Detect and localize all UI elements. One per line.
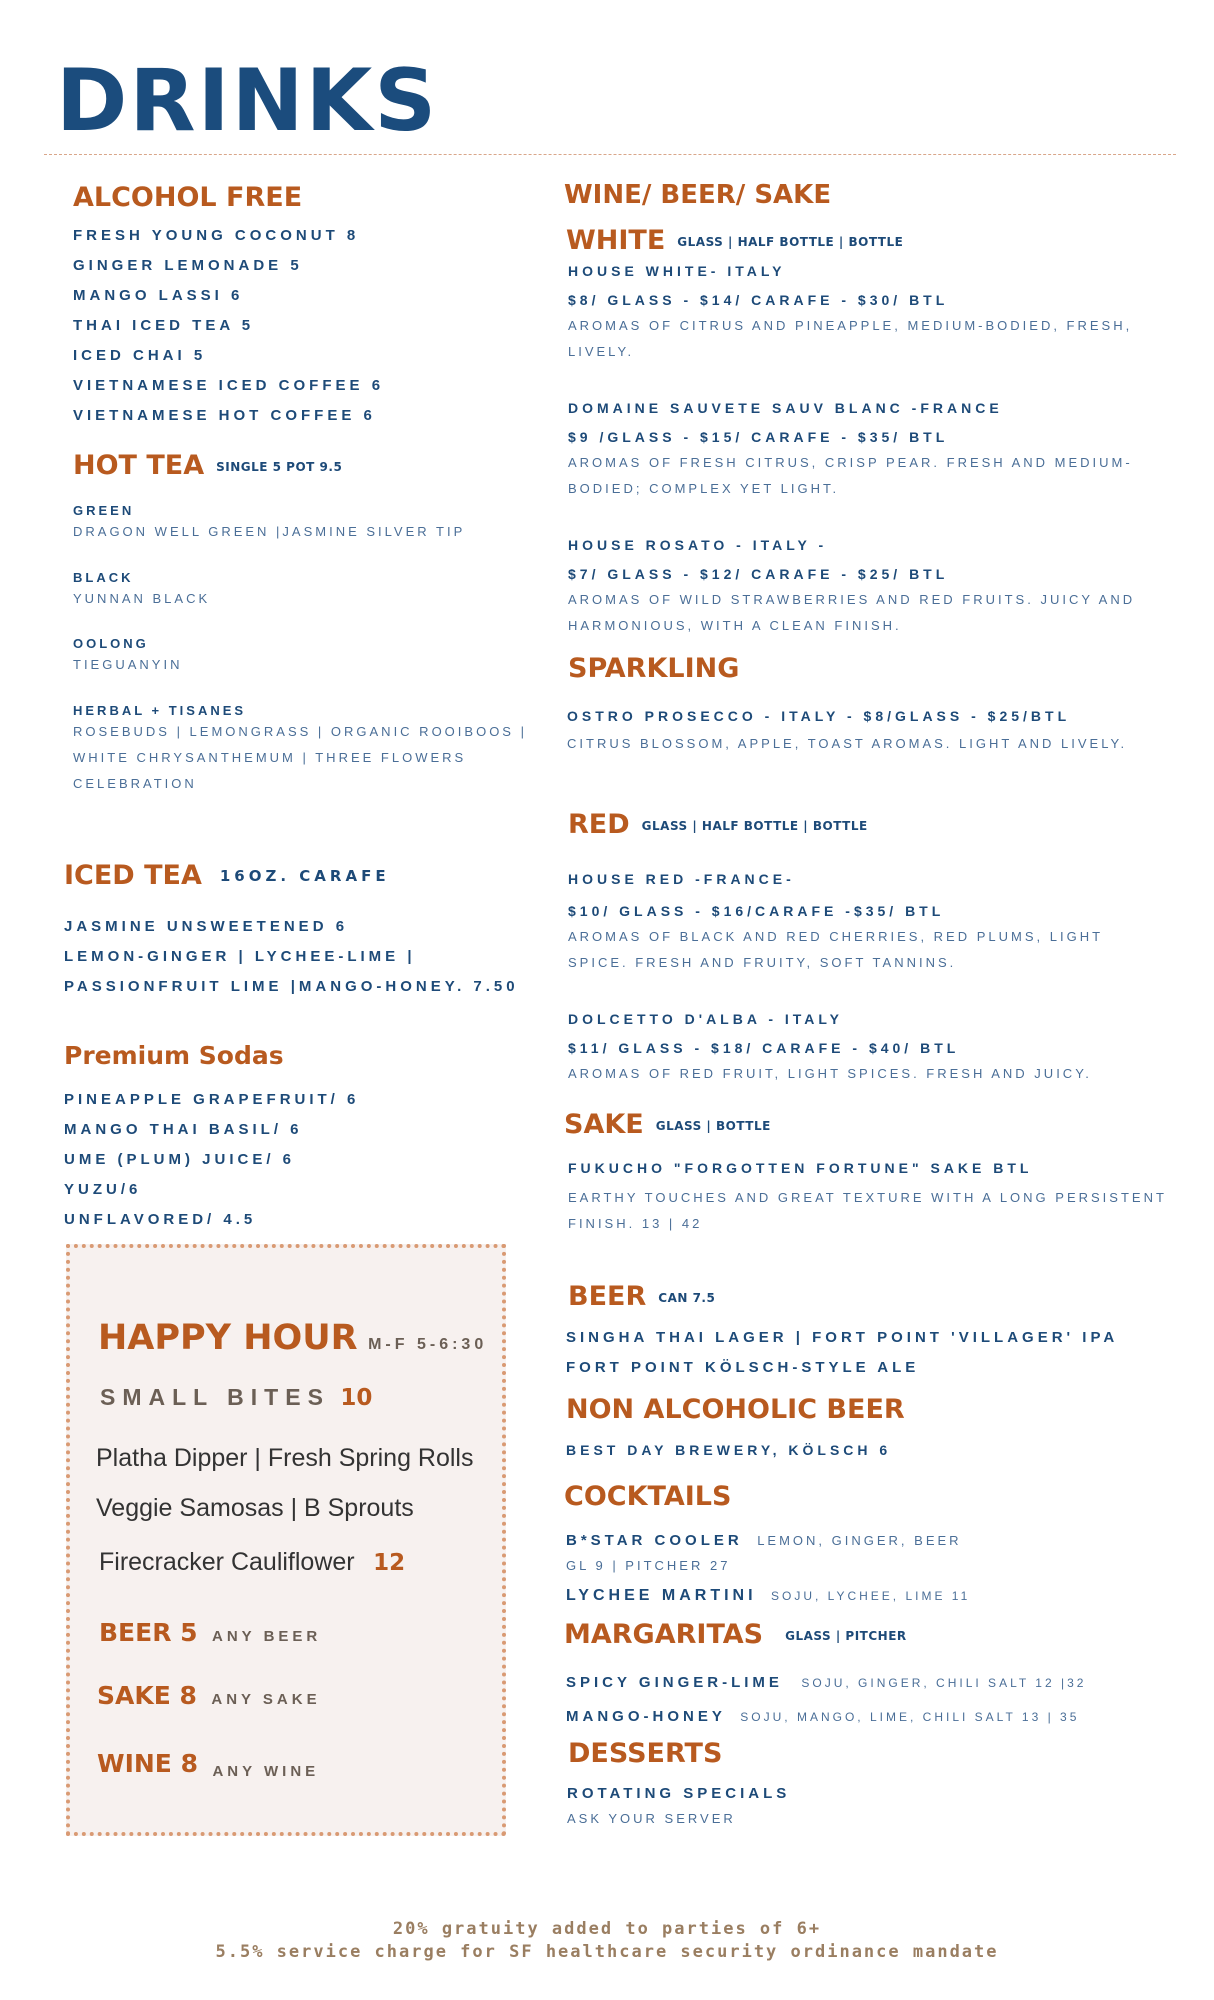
margarita-name: SPICY GINGER-LIME [566, 1674, 783, 1691]
red-heading [568, 811, 868, 838]
alcohol-free-heading: ALCOHOL FREE [73, 182, 303, 213]
beer-sub: CAN 7.5 [658, 1290, 716, 1305]
red-list [568, 872, 1168, 1087]
hot-tea-title: HOT TEA [73, 450, 205, 481]
cocktail-name: LYCHEE MARTINI [566, 1587, 757, 1604]
margarita-name: MANGO-HONEY [566, 1708, 726, 1725]
footer-gratuity: 20% gratuity added to parties of 6+ [392, 1919, 822, 1939]
list-item: ROTATING SPECIALS [567, 1785, 791, 1802]
wine-beer-sake-heading: WINE/ BEER/ SAKE [564, 180, 832, 210]
margaritas-title: MARGARITAS [564, 1619, 764, 1650]
wine-desc: AROMAS OF BLACK AND RED CHERRIES, RED PLUMS, LIGHT SPICE. FRESH AND FRUITY, SOFT TANNINS. [568, 929, 1103, 970]
hh-sake-any: ANY SAKE [211, 1691, 321, 1708]
title-divider [44, 154, 1176, 155]
tea-group-label: BLACK [73, 570, 134, 585]
premium-sodas-heading: Premium Sodas [64, 1041, 284, 1070]
tea-group-label: OOLONG [73, 636, 149, 651]
list-item: UNFLAVORED/ 4.5 [64, 1211, 257, 1228]
happy-hour-title: HAPPY HOUR [98, 1318, 358, 1358]
wine-desc: AROMAS OF FRESH CITRUS, CRISP PEAR. FRESH AND MEDIUM-BODIED; COMPLEX YET LIGHT. [568, 455, 1133, 496]
wine-price: $7/ GLASS - $12/ CARAFE - $25/ BTL [568, 566, 949, 582]
iced-tea-title: ICED TEA [64, 860, 202, 891]
hh-wine-any: ANY WINE [212, 1763, 320, 1780]
beer-list [566, 1330, 1118, 1390]
sparkling-heading: SPARKLING [568, 653, 740, 684]
sake-item [568, 1161, 1168, 1237]
list-item: GINGER LEMONADE 5 [73, 257, 303, 274]
white-list [568, 264, 1168, 639]
margarita-desc: SOJU, MANGO, LIME, CHILI SALT 13 | 35 [740, 1710, 1080, 1724]
list-item: UME (PLUM) JUICE/ 6 [64, 1151, 296, 1168]
margarita-desc: SOJU, GINGER, CHILI SALT 12 |32 [801, 1676, 1087, 1690]
wine-name: HOUSE RED -FRANCE- [568, 871, 795, 887]
happy-hour-sake [97, 1681, 321, 1710]
beer-heading [568, 1283, 715, 1310]
list-item: VIETNAMESE ICED COFFEE 6 [73, 377, 385, 394]
hot-tea-groups [73, 504, 573, 797]
margarita-item [566, 1704, 1079, 1730]
sake-title: SAKE [564, 1109, 644, 1140]
list-item: YUZU/6 [64, 1181, 142, 1198]
sparkling-item [567, 709, 1167, 757]
cocktail-item [566, 1528, 962, 1554]
hh-beer-any: ANY BEER [212, 1628, 322, 1645]
happy-hour-bites-line: Platha Dipper | Fresh Spring Rolls [96, 1444, 474, 1472]
wine-desc: AROMAS OF WILD STRAWBERRIES AND RED FRUITS. JUICY AND HARMONIOUS, WITH A CLEAN FINISH. [568, 592, 1136, 633]
iced-tea-sub: 16OZ. CARAFE [219, 867, 390, 885]
cocktail-price: GL 9 | PITCHER 27 [566, 1558, 731, 1573]
wine-name: HOUSE WHITE- ITALY [568, 263, 786, 279]
list-item: FORT POINT KÖLSCH-STYLE ALE [566, 1359, 920, 1376]
margaritas-heading [564, 1621, 907, 1648]
iced-tea-heading [64, 862, 390, 889]
wine-desc: EARTHY TOUCHES AND GREAT TEXTURE WITH A LONG PERSISTENT FINISH. 13 | 42 [568, 1190, 1167, 1231]
red-sub: GLASS | HALF BOTTLE | BOTTLE [641, 818, 868, 833]
cocktail-desc: SOJU, LYCHEE, LIME 11 [770, 1589, 971, 1603]
wine-desc: AROMAS OF RED FRUIT, LIGHT SPICES. FRESH AND JUICY. [568, 1066, 1092, 1081]
margaritas-sub: GLASS | PITCHER [785, 1628, 907, 1643]
page-title: DRINKS [56, 51, 439, 151]
cocktail-name: B*STAR COOLER [566, 1532, 743, 1549]
list-item: BEST DAY BREWERY, KÖLSCH 6 [566, 1442, 892, 1458]
small-bites-price: 10 [340, 1385, 373, 1411]
happy-hour-beer [99, 1618, 321, 1647]
list-item: PASSIONFRUIT LIME |MANGO-HONEY. 7.50 [64, 978, 519, 995]
happy-hour-cauliflower [99, 1548, 405, 1577]
list-item: MANGO THAI BASIL/ 6 [64, 1121, 303, 1138]
wine-name: DOMAINE SAUVETE SAUV BLANC -FRANCE [568, 400, 1003, 416]
tea-group-desc: DRAGON WELL GREEN |JASMINE SILVER TIP [73, 524, 466, 539]
list-item: FRESH YOUNG COCONUT 8 [73, 227, 360, 244]
wine-price: $9 /GLASS - $15/ CARAFE - $35/ BTL [568, 429, 949, 445]
hot-tea-heading [73, 452, 342, 479]
tea-group-desc: ROSEBUDS | LEMONGRASS | ORGANIC ROOIBOOS | WHITE CHRYSANTHEMUM | THREE FLOWERS CELEBRATION [73, 724, 527, 791]
white-sub: GLASS | HALF BOTTLE | BOTTLE [677, 234, 904, 249]
cauliflower-price: 12 [373, 1550, 406, 1576]
list-item: SINGHA THAI LAGER | FORT POINT 'VILLAGER' IPA [566, 1329, 1119, 1346]
desserts-heading: DESSERTS [568, 1738, 723, 1769]
tea-group-label: HERBAL + TISANES [73, 703, 247, 718]
alcohol-free-list [73, 228, 384, 438]
hh-beer-label: BEER 5 [99, 1618, 198, 1647]
list-item: THAI ICED TEA 5 [73, 317, 255, 334]
margarita-item [566, 1670, 1086, 1696]
beer-title: BEER [568, 1281, 647, 1312]
tea-group-desc: YUNNAN BLACK [73, 591, 211, 606]
cocktail-item [566, 1583, 970, 1609]
premium-sodas-list [64, 1092, 359, 1242]
list-item: ICED CHAI 5 [73, 347, 207, 364]
sake-heading [564, 1111, 771, 1138]
tea-group-label: GREEN [73, 503, 135, 518]
white-heading [566, 227, 903, 254]
wine-price: $11/ GLASS - $18/ CARAFE - $40/ BTL [568, 1040, 960, 1056]
list-item: PINEAPPLE GRAPEFRUIT/ 6 [64, 1091, 360, 1108]
small-bites-heading [100, 1384, 372, 1411]
red-title: RED [568, 809, 630, 840]
hot-tea-sub: SINGLE 5 POT 9.5 [216, 459, 343, 474]
cocktail-desc: LEMON, GINGER, BEER [757, 1533, 962, 1548]
sake-sub: GLASS | BOTTLE [655, 1118, 771, 1133]
list-item: JASMINE UNSWEETENED 6 [64, 918, 349, 935]
iced-tea-list [64, 919, 519, 1009]
white-title: WHITE [566, 225, 666, 256]
wine-name: OSTRO PROSECCO - ITALY - $8/GLASS - $25/BTL [567, 708, 1071, 724]
wine-name: DOLCETTO D'ALBA - ITALY [568, 1011, 843, 1027]
happy-hour-wine [97, 1749, 319, 1778]
small-bites-label: SMALL BITES [100, 1384, 330, 1410]
list-item: LEMON-GINGER | LYCHEE-LIME | [64, 948, 416, 965]
cocktails-heading: COCKTAILS [564, 1481, 732, 1512]
non-alcoholic-beer-heading: NON ALCOHOLIC BEER [566, 1394, 905, 1425]
wine-name: FUKUCHO "FORGOTTEN FORTUNE" SAKE BTL [568, 1160, 1033, 1176]
wine-price: $8/ GLASS - $14/ CARAFE - $30/ BTL [568, 292, 949, 308]
footer-service-charge: 5.5% service charge for SF healthcare security ordinance mandate [215, 1942, 999, 1962]
happy-hour-heading [98, 1318, 487, 1358]
wine-price: $10/ GLASS - $16/CARAFE -$35/ BTL [568, 903, 945, 919]
happy-hour-hours: M-F 5-6:30 [368, 1336, 488, 1353]
hh-sake-label: SAKE 8 [97, 1681, 197, 1710]
happy-hour-bites-line: Veggie Samosas | B Sprouts [96, 1494, 414, 1522]
wine-name: HOUSE ROSATO - ITALY - [568, 537, 828, 553]
list-item: VIETNAMESE HOT COFFEE 6 [73, 407, 376, 424]
desserts-desc: ASK YOUR SERVER [567, 1811, 736, 1826]
list-item: MANGO LASSI 6 [73, 287, 244, 304]
wine-desc: CITRUS BLOSSOM, APPLE, TOAST AROMAS. LIGHT AND LIVELY. [567, 736, 1128, 751]
wine-desc: AROMAS OF CITRUS AND PINEAPPLE, MEDIUM-BODIED, FRESH, LIVELY. [568, 318, 1133, 359]
hh-wine-label: WINE 8 [97, 1749, 198, 1778]
tea-group-desc: TIEGUANYIN [73, 657, 183, 672]
cauliflower-label: Firecracker Cauliflower [99, 1548, 355, 1576]
